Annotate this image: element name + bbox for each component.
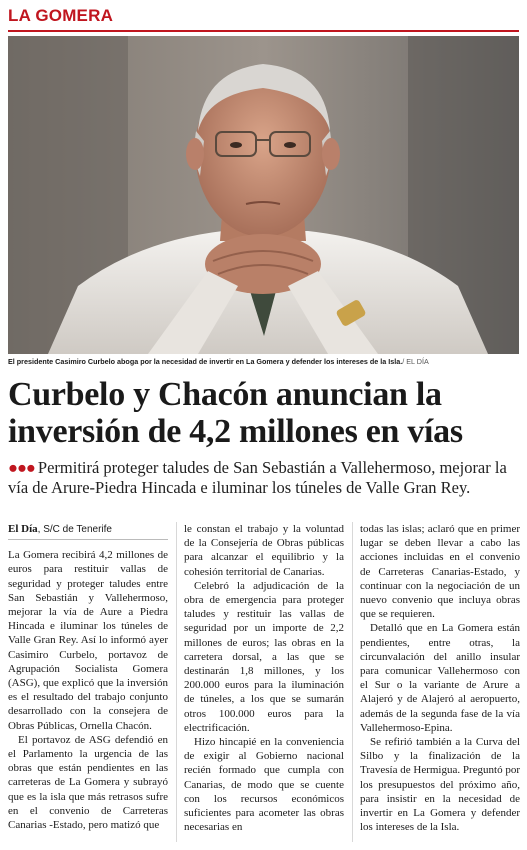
- paragraph: El portavoz de ASG defendió en el Parlamento la urgencia de las obras que están pendientes en las carreteras de La Gomera y subrayó que es la isla que más retrasos sufre en el convenio de Carreteras Canarias -Estado, pero matizó que: [8, 733, 168, 832]
- byline: [8, 522, 168, 540]
- article-column-1: [8, 522, 168, 832]
- section-rule: [8, 30, 519, 32]
- photo-credit: / EL DÍA: [402, 357, 429, 366]
- paragraph: todas las islas; aclaró que en primer lugar se deben llevar a cabo las acciones incluidas en el convenio de Carreteras Canarias-Estado, y continuar con la negociación de un nuevo convenio que incluya obras que se requieren.: [360, 523, 520, 621]
- section-label: LA GOMERA: [8, 6, 114, 25]
- article-photo: [8, 36, 519, 354]
- column-divider: [176, 522, 177, 842]
- paragraph: La Gomera recibirá 4,2 millones de euros para restituir vallas de seguridad y proteger taludes entre San Sebastián y Vallehermoso, mejorar la vía de Aure a Piedra Hincada e iluminar los túneles de Valle Gran Rey. Así lo informó ayer Casimiro Curbelo, portavoz de Agrupación Socialista Gomera (ASG), que explicó que la inversión es el resultado del trabajo conjunto desarrollado con la consejera de Obras Públicas, Ornella Chacón.: [8, 549, 168, 732]
- paragraph: Hizo hincapié en la conveniencia de exigir al Gobierno nacional recién formado que cumpla con Canarias, de modo que se cuente con los recursos económicos suficientes para acometer las obras necesarias en: [184, 736, 344, 834]
- caption-text: El presidente Casimiro Curbelo aboga por la necesidad de invertir en La Gomera y defender los intereses de la Isla.: [8, 357, 403, 366]
- headline: Curbelo y Chacón anuncian la inversión de 4,2 millones en vías: [8, 376, 463, 450]
- column-divider: [352, 522, 353, 842]
- subheadline: [8, 458, 523, 498]
- byline-place: , S/C de Tenerife: [37, 524, 112, 535]
- photo-caption: [8, 357, 523, 366]
- bullet-dots-icon: ●●●: [8, 458, 35, 477]
- byline-source: El Día: [8, 523, 38, 535]
- paragraph: Se refirió también a la Curva del Silbo y la finalización de la Travesía de Hermigua. Preguntó por los presupuestos del próximo año, para insistir en la necesidad de invertir en La Gomera y defender los intereses de la Isla.: [360, 736, 520, 834]
- paragraph: Detalló que en La Gomera están pendientes, entre otras, la circunvalación del anillo insular para comunicar Vallehermoso con el Sur o la variante de Arure a Alajeró y de Alajeró al aeropuerto, además de la segunda fase de la vía Vallehermoso-Epina.: [360, 622, 520, 734]
- article-column-2: [184, 522, 344, 834]
- subheadline-text: Permitirá proteger taludes de San Sebastián a Vallehermoso, mejorar la vía de Arure-Piedra Hincada e iluminar los túneles de Valle Gran Rey.: [8, 458, 507, 497]
- article-column-3: [360, 522, 520, 834]
- paragraph: Celebró la adjudicación de la obra de emergencia para proteger taludes y restituir las vallas de seguridad por un importe de 2,2 millones de euros; las obras en la carretera dorsal, a las que se destinarán 1,8 millones, y los 200.000 euros para la iluminación de túneles, a los que se sumarán otros 100.000 euros para la electrificación.: [184, 579, 344, 734]
- paragraph: le constan el trabajo y la voluntad de la Consejería de Obras públicas para alcanzar el equilibrio y la cohesión territorial de Canarias.: [184, 523, 344, 578]
